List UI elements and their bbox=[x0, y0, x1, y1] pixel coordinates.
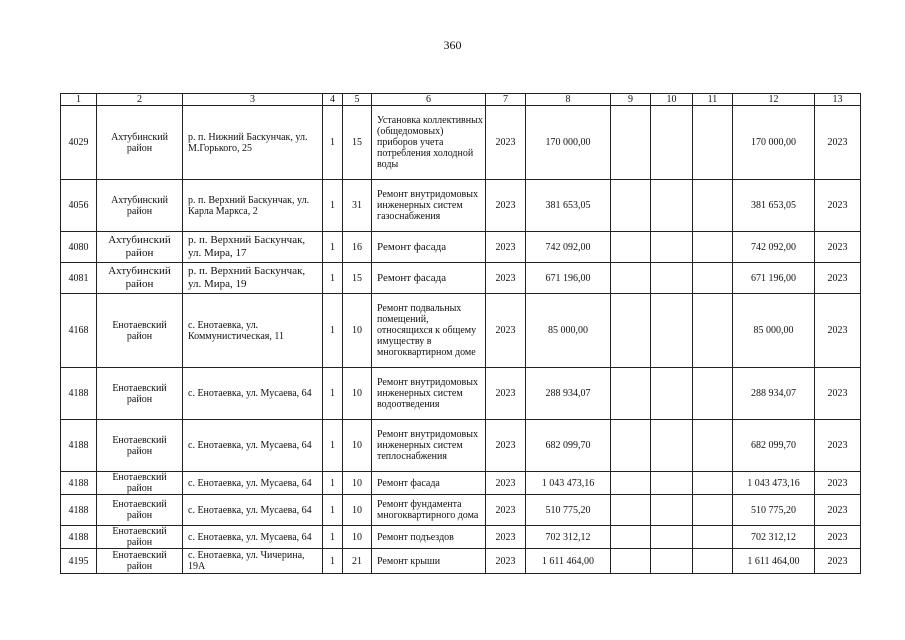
year-col13-cell: 2023 bbox=[815, 526, 861, 549]
col4-value-cell: 1 bbox=[323, 420, 343, 472]
row-number-cell: 4081 bbox=[61, 263, 97, 294]
col11-value-cell bbox=[693, 495, 733, 526]
table-row bbox=[61, 368, 861, 420]
year-cell: 2023 bbox=[486, 420, 526, 472]
col10-value-cell bbox=[651, 263, 693, 294]
cost-col12-cell: 671 196,00 bbox=[733, 263, 815, 294]
column-header-5: 5 bbox=[343, 94, 372, 106]
total-cost-cell: 702 312,12 bbox=[526, 526, 611, 549]
col4-value-cell: 1 bbox=[323, 472, 343, 495]
work-type-cell: Ремонт внутридомовых инженерных систем водоотведения bbox=[372, 368, 486, 420]
col10-value-cell bbox=[651, 472, 693, 495]
row-number-cell: 4168 bbox=[61, 294, 97, 368]
total-cost-cell: 671 196,00 bbox=[526, 263, 611, 294]
col10-value-cell bbox=[651, 526, 693, 549]
district-cell: Енотаевский район bbox=[97, 549, 183, 574]
year-col13-cell: 2023 bbox=[815, 263, 861, 294]
col4-value-cell: 1 bbox=[323, 180, 343, 232]
col9-value-cell bbox=[611, 549, 651, 574]
page-number: 360 bbox=[443, 38, 462, 52]
col4-value-cell: 1 bbox=[323, 495, 343, 526]
col11-value-cell bbox=[693, 232, 733, 263]
col10-value-cell bbox=[651, 495, 693, 526]
column-header-13: 13 bbox=[815, 94, 861, 106]
col9-value-cell bbox=[611, 106, 651, 180]
total-cost-cell: 85 000,00 bbox=[526, 294, 611, 368]
col4-value-cell: 1 bbox=[323, 368, 343, 420]
total-cost-cell: 381 653,05 bbox=[526, 180, 611, 232]
repair-schedule-table bbox=[60, 93, 861, 574]
row-number-cell: 4188 bbox=[61, 472, 97, 495]
col9-value-cell bbox=[611, 180, 651, 232]
col9-value-cell bbox=[611, 495, 651, 526]
cost-col12-cell: 1 043 473,16 bbox=[733, 472, 815, 495]
col9-value-cell bbox=[611, 368, 651, 420]
year-cell: 2023 bbox=[486, 180, 526, 232]
work-type-cell: Ремонт внутридомовых инженерных систем теплоснабжения bbox=[372, 420, 486, 472]
col5-value-cell: 15 bbox=[343, 263, 372, 294]
table-row bbox=[61, 180, 861, 232]
column-header-12: 12 bbox=[733, 94, 815, 106]
work-type-cell: Ремонт фасада bbox=[372, 232, 486, 263]
district-cell: Енотаевский район bbox=[97, 294, 183, 368]
district-cell: Енотаевский район bbox=[97, 526, 183, 549]
header-row bbox=[61, 94, 861, 106]
col4-value-cell: 1 bbox=[323, 106, 343, 180]
year-cell: 2023 bbox=[486, 294, 526, 368]
col9-value-cell bbox=[611, 294, 651, 368]
district-cell: Енотаевский район bbox=[97, 420, 183, 472]
col10-value-cell bbox=[651, 180, 693, 232]
col5-value-cell: 31 bbox=[343, 180, 372, 232]
total-cost-cell: 742 092,00 bbox=[526, 232, 611, 263]
address-cell: с. Енотаевка, ул. Мусаева, 64 bbox=[183, 495, 323, 526]
total-cost-cell: 170 000,00 bbox=[526, 106, 611, 180]
col9-value-cell bbox=[611, 232, 651, 263]
district-cell: Енотаевский район bbox=[97, 368, 183, 420]
col9-value-cell bbox=[611, 420, 651, 472]
year-cell: 2023 bbox=[486, 263, 526, 294]
col5-value-cell: 15 bbox=[343, 106, 372, 180]
year-col13-cell: 2023 bbox=[815, 106, 861, 180]
column-header-11: 11 bbox=[693, 94, 733, 106]
year-col13-cell: 2023 bbox=[815, 472, 861, 495]
col5-value-cell: 16 bbox=[343, 232, 372, 263]
year-col13-cell: 2023 bbox=[815, 180, 861, 232]
cost-col12-cell: 381 653,05 bbox=[733, 180, 815, 232]
col10-value-cell bbox=[651, 368, 693, 420]
table-row bbox=[61, 526, 861, 549]
work-type-cell: Ремонт крыши bbox=[372, 549, 486, 574]
cost-col12-cell: 682 099,70 bbox=[733, 420, 815, 472]
col5-value-cell: 21 bbox=[343, 549, 372, 574]
district-cell: Енотаевский район bbox=[97, 472, 183, 495]
cost-col12-cell: 742 092,00 bbox=[733, 232, 815, 263]
table-row bbox=[61, 106, 861, 180]
total-cost-cell: 510 775,20 bbox=[526, 495, 611, 526]
table-row bbox=[61, 232, 861, 263]
cost-col12-cell: 170 000,00 bbox=[733, 106, 815, 180]
work-type-cell: Ремонт подвальных помещений, относящихся к общему имуществу в многоквартирном доме bbox=[372, 294, 486, 368]
col11-value-cell bbox=[693, 472, 733, 495]
total-cost-cell: 288 934,07 bbox=[526, 368, 611, 420]
col4-value-cell: 1 bbox=[323, 526, 343, 549]
col5-value-cell: 10 bbox=[343, 472, 372, 495]
col11-value-cell bbox=[693, 526, 733, 549]
district-cell: Ахтубинский район bbox=[97, 263, 183, 294]
col11-value-cell bbox=[693, 263, 733, 294]
year-col13-cell: 2023 bbox=[815, 294, 861, 368]
col4-value-cell: 1 bbox=[323, 263, 343, 294]
column-header-9: 9 bbox=[611, 94, 651, 106]
work-type-cell: Ремонт фасада bbox=[372, 263, 486, 294]
col9-value-cell bbox=[611, 526, 651, 549]
row-number-cell: 4056 bbox=[61, 180, 97, 232]
address-cell: с. Енотаевка, ул. Мусаева, 64 bbox=[183, 420, 323, 472]
col10-value-cell bbox=[651, 294, 693, 368]
column-header-10: 10 bbox=[651, 94, 693, 106]
column-header-2: 2 bbox=[97, 94, 183, 106]
column-header-8: 8 bbox=[526, 94, 611, 106]
col4-value-cell: 1 bbox=[323, 294, 343, 368]
row-number-cell: 4188 bbox=[61, 368, 97, 420]
col10-value-cell bbox=[651, 420, 693, 472]
total-cost-cell: 1 611 464,00 bbox=[526, 549, 611, 574]
row-number-cell: 4188 bbox=[61, 526, 97, 549]
col11-value-cell bbox=[693, 106, 733, 180]
cost-col12-cell: 288 934,07 bbox=[733, 368, 815, 420]
col11-value-cell bbox=[693, 420, 733, 472]
col5-value-cell: 10 bbox=[343, 495, 372, 526]
address-cell: с. Енотаевка, ул. Мусаева, 64 bbox=[183, 526, 323, 549]
work-type-cell: Ремонт фасада bbox=[372, 472, 486, 495]
column-header-6: 6 bbox=[372, 94, 486, 106]
col5-value-cell: 10 bbox=[343, 368, 372, 420]
work-type-cell: Ремонт фундамента многоквартирного дома bbox=[372, 495, 486, 526]
col11-value-cell bbox=[693, 294, 733, 368]
col9-value-cell bbox=[611, 263, 651, 294]
total-cost-cell: 682 099,70 bbox=[526, 420, 611, 472]
year-cell: 2023 bbox=[486, 549, 526, 574]
row-number-cell: 4195 bbox=[61, 549, 97, 574]
column-header-4: 4 bbox=[323, 94, 343, 106]
table-body bbox=[61, 106, 861, 574]
cost-col12-cell: 85 000,00 bbox=[733, 294, 815, 368]
cost-col12-cell: 702 312,12 bbox=[733, 526, 815, 549]
row-number-cell: 4029 bbox=[61, 106, 97, 180]
col5-value-cell: 10 bbox=[343, 294, 372, 368]
address-cell: р. п. Верхний Баскунчак, ул. Карла Маркса, 2 bbox=[183, 180, 323, 232]
address-cell: р. п. Нижний Баскунчак, ул. М.Горького, 25 bbox=[183, 106, 323, 180]
district-cell: Ахтубинский район bbox=[97, 106, 183, 180]
year-col13-cell: 2023 bbox=[815, 549, 861, 574]
address-cell: с. Енотаевка, ул. Мусаева, 64 bbox=[183, 472, 323, 495]
work-type-cell: Ремонт внутридомовых инженерных систем газоснабжения bbox=[372, 180, 486, 232]
address-cell: р. п. Верхний Баскунчак, ул. Мира, 17 bbox=[183, 232, 323, 263]
address-cell: с. Енотаевка, ул. Мусаева, 64 bbox=[183, 368, 323, 420]
col11-value-cell bbox=[693, 368, 733, 420]
year-cell: 2023 bbox=[486, 232, 526, 263]
year-col13-cell: 2023 bbox=[815, 495, 861, 526]
column-header-1: 1 bbox=[61, 94, 97, 106]
table-row bbox=[61, 420, 861, 472]
row-number-cell: 4188 bbox=[61, 495, 97, 526]
col4-value-cell: 1 bbox=[323, 232, 343, 263]
col11-value-cell bbox=[693, 549, 733, 574]
table-row bbox=[61, 549, 861, 574]
year-cell: 2023 bbox=[486, 472, 526, 495]
col10-value-cell bbox=[651, 549, 693, 574]
column-header-3: 3 bbox=[183, 94, 323, 106]
cost-col12-cell: 1 611 464,00 bbox=[733, 549, 815, 574]
year-col13-cell: 2023 bbox=[815, 232, 861, 263]
total-cost-cell: 1 043 473,16 bbox=[526, 472, 611, 495]
year-cell: 2023 bbox=[486, 526, 526, 549]
address-cell: с. Енотаевка, ул. Коммунистическая, 11 bbox=[183, 294, 323, 368]
col11-value-cell bbox=[693, 180, 733, 232]
district-cell: Енотаевский район bbox=[97, 495, 183, 526]
cost-col12-cell: 510 775,20 bbox=[733, 495, 815, 526]
col4-value-cell: 1 bbox=[323, 549, 343, 574]
row-number-cell: 4080 bbox=[61, 232, 97, 263]
row-number-cell: 4188 bbox=[61, 420, 97, 472]
col9-value-cell bbox=[611, 472, 651, 495]
table-row bbox=[61, 294, 861, 368]
col5-value-cell: 10 bbox=[343, 420, 372, 472]
year-cell: 2023 bbox=[486, 495, 526, 526]
year-cell: 2023 bbox=[486, 368, 526, 420]
district-cell: Ахтубинский район bbox=[97, 232, 183, 263]
table-row bbox=[61, 472, 861, 495]
year-col13-cell: 2023 bbox=[815, 420, 861, 472]
col10-value-cell bbox=[651, 232, 693, 263]
address-cell: р. п. Верхний Баскунчак, ул. Мира, 19 bbox=[183, 263, 323, 294]
address-cell: с. Енотаевка, ул. Чичерина, 19А bbox=[183, 549, 323, 574]
district-cell: Ахтубинский район bbox=[97, 180, 183, 232]
work-type-cell: Ремонт подъездов bbox=[372, 526, 486, 549]
year-cell: 2023 bbox=[486, 106, 526, 180]
year-col13-cell: 2023 bbox=[815, 368, 861, 420]
work-type-cell: Установка коллективных (общедомовых) приборов учета потребления холодной воды bbox=[372, 106, 486, 180]
table-row bbox=[61, 263, 861, 294]
table-row bbox=[61, 495, 861, 526]
col10-value-cell bbox=[651, 106, 693, 180]
col5-value-cell: 10 bbox=[343, 526, 372, 549]
column-header-7: 7 bbox=[486, 94, 526, 106]
